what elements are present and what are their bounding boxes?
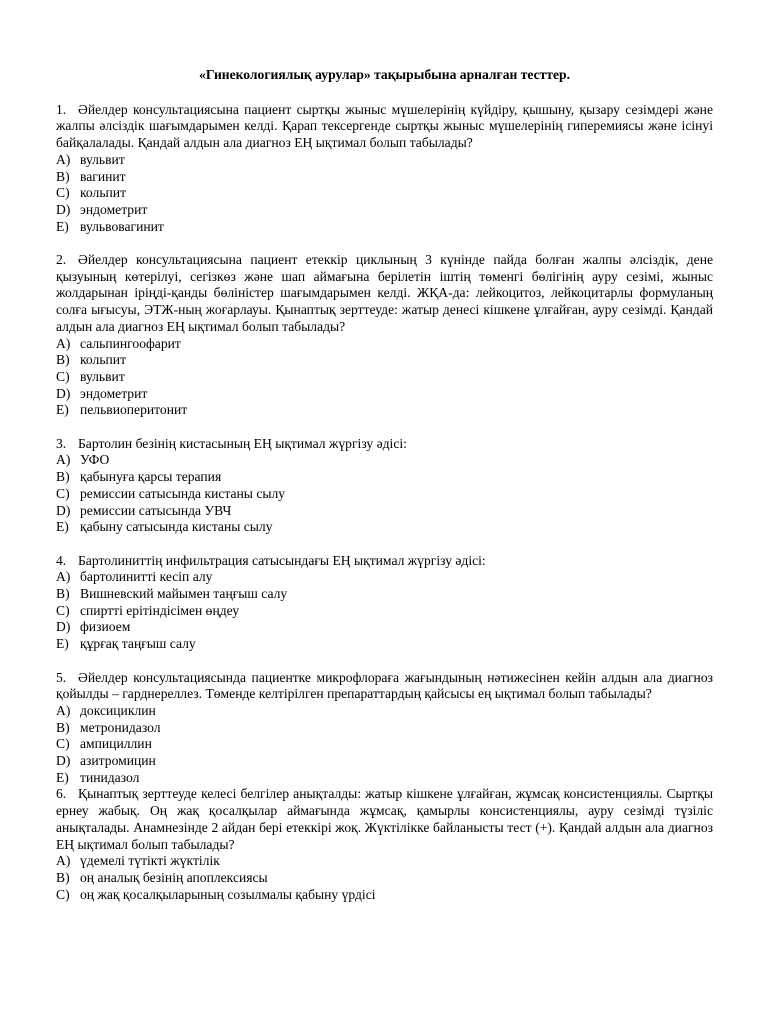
answer-option [56, 503, 713, 520]
option-text: құрғақ таңғыш салу [80, 636, 196, 652]
answer-option [56, 219, 713, 236]
answer-option [56, 469, 713, 486]
answer-options [56, 152, 713, 236]
option-letter: B) [56, 168, 70, 184]
option-letter: D) [56, 502, 71, 518]
option-letter: E) [56, 402, 69, 418]
question-5 [56, 670, 713, 787]
option-text: қабыну сатысында кистаны сылу [80, 519, 273, 535]
answer-option [56, 169, 713, 186]
answer-options [56, 703, 713, 787]
answer-option [56, 185, 713, 202]
option-text: вульвовагинит [80, 218, 164, 234]
answer-option [56, 853, 713, 870]
option-text: оң жақ қосалқыларының созылмалы қабыну үрдісі [80, 886, 376, 902]
option-letter: A) [56, 452, 71, 468]
option-letter: A) [56, 335, 71, 351]
option-letter: C) [56, 886, 70, 902]
option-text: вульвит [80, 368, 125, 384]
option-letter: D) [56, 385, 71, 401]
option-letter: C) [56, 736, 70, 752]
option-letter: E) [56, 769, 69, 785]
option-text: ремиссии сатысында УВЧ [80, 502, 232, 518]
answer-option [56, 636, 713, 653]
option-text: спиртті ерітіндісімен өңдеу [80, 602, 240, 618]
option-text: физиоем [80, 619, 131, 635]
question-2 [56, 252, 713, 419]
option-letter: E) [56, 218, 69, 234]
option-letter: B) [56, 469, 70, 485]
option-text: қабынуға қарсы терапия [80, 469, 222, 485]
option-letter: A) [56, 569, 71, 585]
option-text: бартолинитті кесіп алу [80, 569, 213, 585]
option-text: вагинит [80, 168, 126, 184]
answer-options [56, 853, 713, 903]
option-text: доксициклин [80, 702, 156, 718]
answer-option [56, 386, 713, 403]
option-text: ампициллин [80, 736, 152, 752]
question-text: Әйелдер консультациясына пациент етеккір циклының 3 күнінде пайда болған жалпы әлсіздік, дене қызуының көтерілуі, сегізкөз және шап аймағына берілетін іштің төменгі бөлігінің ауру сезімі, жыныс жолдарынан іріңді-қанды бөліністер шағымдарымен келді. ЖҚА-да: лейкоцитоз, лейкоцитарлы формуланың солға ығысуы, ЭТЖ-ның жоғарлауы. Қынаптық зерттеуде: жатыр денесі кішкене ұлғайған, ауру сезімді. Қандай алдын ала диагноз ЕҢ ықтимал болып табылады? [56, 252, 713, 334]
document-page [56, 67, 713, 920]
answer-option [56, 402, 713, 419]
question-6 [56, 786, 713, 903]
option-letter: D) [56, 201, 71, 217]
question-number: 3. [56, 435, 67, 451]
option-letter: C) [56, 602, 70, 618]
question-stem [56, 436, 713, 453]
answer-option [56, 887, 713, 904]
answer-options [56, 569, 713, 653]
option-text: сальпингоофарит [80, 335, 181, 351]
option-text: оң аналық безінің апоплексиясы [80, 869, 268, 885]
option-letter: C) [56, 185, 70, 201]
question-number: 6. [56, 786, 67, 802]
answer-option [56, 703, 713, 720]
option-text: үдемелі түтікті жүктілік [80, 853, 220, 869]
question-stem [56, 786, 713, 853]
option-letter: D) [56, 619, 71, 635]
question-text: Бартолин безінің кистасының ЕҢ ықтимал жүргізу әдісі: [78, 435, 407, 451]
answer-options [56, 452, 713, 536]
question-number: 5. [56, 669, 67, 685]
answer-option [56, 202, 713, 219]
option-letter: B) [56, 719, 70, 735]
option-letter: A) [56, 702, 71, 718]
option-letter: D) [56, 753, 71, 769]
answer-option [56, 569, 713, 586]
answer-option [56, 720, 713, 737]
answer-option [56, 152, 713, 169]
option-text: эндометрит [80, 201, 148, 217]
answer-options [56, 336, 713, 420]
question-4 [56, 553, 713, 653]
answer-option [56, 770, 713, 787]
option-letter: B) [56, 586, 70, 602]
option-letter: C) [56, 485, 70, 501]
option-letter: C) [56, 368, 70, 384]
question-number: 4. [56, 552, 67, 568]
option-text: азитромицин [80, 753, 156, 769]
answer-option [56, 603, 713, 620]
document-title: «Гинекологиялық аурулар» тақырыбына арналған тесттер. [199, 67, 570, 82]
option-text: кольпит [80, 185, 127, 201]
question-number: 2. [56, 252, 67, 268]
question-text: Әйелдер консультациясында пациентке микрофлораға жағындының нәтижесінен кейін алдын ала диагноз қойылды – гарднереллез. Төменде келтірілген препараттардың қайсысы ең ықтимал болып табылады? [56, 669, 713, 702]
question-stem [56, 670, 713, 703]
question-text: Бартолиниттің инфильтрация сатысындағы ЕҢ ықтимал жүргізу әдісі: [78, 552, 486, 568]
option-text: УФО [80, 452, 110, 468]
answer-option [56, 486, 713, 503]
answer-option [56, 519, 713, 536]
option-text: эндометрит [80, 385, 148, 401]
answer-option [56, 870, 713, 887]
option-text: тинидазол [80, 769, 140, 785]
option-text: кольпит [80, 352, 127, 368]
question-text: Әйелдер консультациясына пациент сыртқы жыныс мүшелерінің күйдіру, қышыну, қызару сезімдері және жалпы әлсіздік шағымдарымен келді. Қарап тексергенде сыртқы жыныс мүшелерінің гиперемиясы және ісінуі байқалалады. Қандай алдын ала диагноз ЕҢ ықтимал болып табылады? [56, 101, 713, 151]
option-text: ремиссии сатысында кистаны сылу [80, 485, 286, 501]
question-3 [56, 436, 713, 536]
question-stem [56, 102, 713, 152]
answer-option [56, 753, 713, 770]
option-text: вульвит [80, 151, 125, 167]
option-letter: A) [56, 853, 71, 869]
answer-option [56, 452, 713, 469]
answer-option [56, 369, 713, 386]
option-letter: A) [56, 151, 71, 167]
option-text: Вишневский майымен таңғыш салу [80, 586, 288, 602]
option-letter: B) [56, 869, 70, 885]
option-letter: E) [56, 519, 69, 535]
answer-option [56, 352, 713, 369]
question-number: 1. [56, 101, 67, 117]
answer-option [56, 586, 713, 603]
question-stem [56, 553, 713, 570]
question-1 [56, 102, 713, 236]
answer-option [56, 336, 713, 353]
option-text: пельвиоперитонит [80, 402, 188, 418]
question-stem [56, 252, 713, 336]
question-text: Қынаптық зерттеуде келесі белгілер анықталды: жатыр кішкене ұлғайған, жұмсақ консистенциялы. Сыртқы ернеу жабық. Оң жақ қосалқылар аймағында жұмсақ, қамырлы консистенциялы, ауру сезімді түзіліс анықталады. Анамнезінде 2 айдан бері етеккірі жоқ. Жүктілікке байланысты тест (+). Қандай алдын ала диагноз ЕҢ ықтимал болып табылады? [56, 786, 713, 852]
option-letter: E) [56, 636, 69, 652]
option-letter: B) [56, 352, 70, 368]
option-text: метронидазол [80, 719, 161, 735]
answer-option [56, 736, 713, 753]
answer-option [56, 619, 713, 636]
